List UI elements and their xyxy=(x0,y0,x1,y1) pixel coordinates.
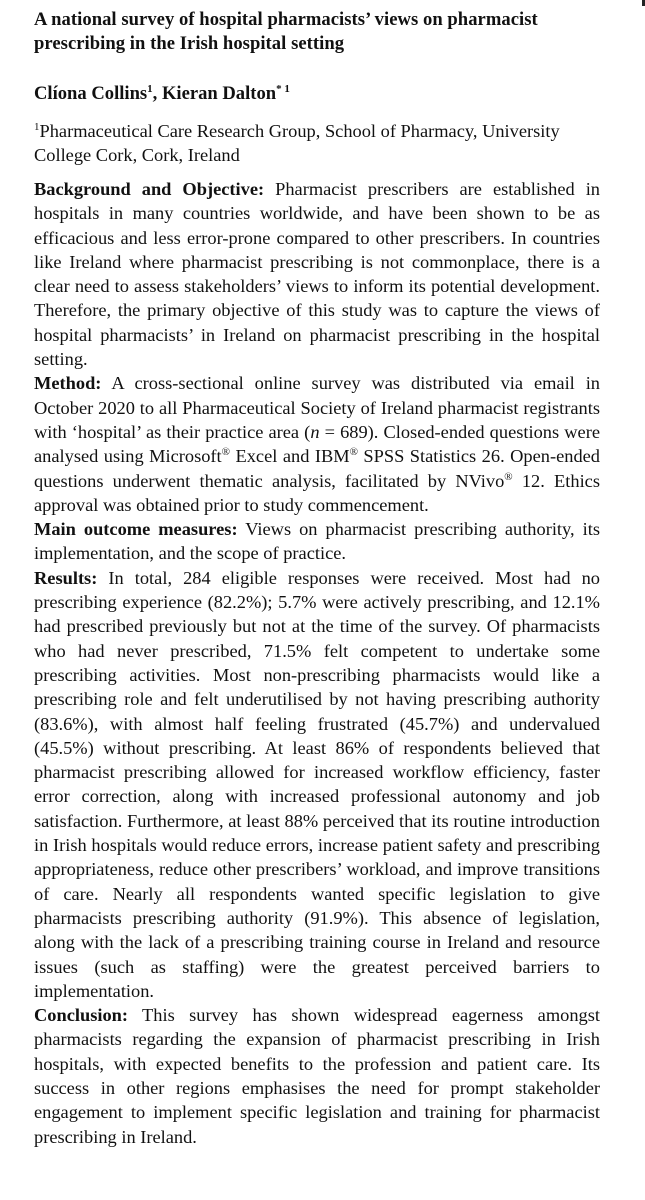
outcomes-text: Views on pharmacist prescribing authority, its implementation, and the scope of practice. xyxy=(34,519,600,564)
author-name: Kieran Dalton xyxy=(161,83,277,104)
author-name: Clíona Collins xyxy=(34,83,148,104)
outcomes-heading: Main outcome measures: xyxy=(34,519,238,540)
conclusion-heading: Conclusion: xyxy=(34,1005,129,1026)
method-text: A cross-sectional online survey was distributed via email in October 2020 to all Pharmaceutical Society of Ireland pharmacist registrants with ‘hospital’ as their practice area ( xyxy=(34,373,600,442)
affiliation-text: Pharmaceutical Care Research Group, School of Pharmacy, University College Cork, Cork, Ireland xyxy=(34,121,560,165)
method-heading: Method: xyxy=(34,373,102,394)
background-section xyxy=(34,177,600,371)
results-text: In total, 284 eligible responses were received. Most had no prescribing experience (82.2%); 5.7% were actively prescribing, and 12.1% had prescribed previously but not at the time of the survey. Of pharmacists who had never prescribed, 71.5% felt competent to undertake some prescribing activities. Most non-prescribing pharmacists would like a prescribing role and felt underutilised by not having prescribing authority (83.6%), with almost half feeling frustrated (45.7%) and undervalued (45.5%) without prescribing. At least 86% of respondents believed that pharmacist prescribing allowed for increased workflow efficiency, faster error correction, along with increased professional autonomy and job satisfaction. Furthermore, at least 88% perceived that its routine introduction in Irish hospitals would reduce errors, increase patient safety and prescribing appropriateness, reduce other prescribers’ workload, and improve transitions of care. Nearly all respondents wanted specific legislation to give pharmacists prescribing authority (91.9%). This absence of legislation, along with the lack of a prescribing training course in Ireland and resource issues (such as staffing) were the greatest perceived barriers to implementation. xyxy=(34,567,600,1001)
results-heading: Results: xyxy=(34,567,98,588)
registered-mark: ® xyxy=(349,446,358,459)
method-text: SPSS Statistics 26. Open-ended questions underwent thematic analysis, facilitated by NVivo xyxy=(34,446,601,491)
background-text: Pharmacist prescribers are established in hospitals in many countries worldwide, and have been shown to be as efficacious and less error-prone compared to other prescribers. In countries like Ireland where pharmacist prescribing is not commonplace, there is a clear need to assess stakeholders’ views to inform its potential development. Therefore, the primary objective of this study was to capture the views of hospital pharmacists’ in Ireland on pharmacist prescribing in the hospital setting. xyxy=(34,179,600,370)
method-section xyxy=(34,371,600,517)
method-text: 12. Ethics approval was obtained prior to study commencement. xyxy=(34,470,600,515)
corresponding-author-marker: * 1 xyxy=(276,83,290,95)
conclusion-section xyxy=(34,1003,600,1149)
method-text: Excel and IBM xyxy=(230,446,350,467)
sample-size-symbol: n xyxy=(310,421,320,442)
method-text: = 689). Closed-ended questions were analysed using Microsoft xyxy=(34,421,600,467)
paper-title: A national survey of hospital pharmacists’ views on pharmacist prescribing in the Irish hospital setting xyxy=(34,9,538,54)
registered-mark: ® xyxy=(221,446,231,459)
author-list xyxy=(34,82,600,106)
author-affiliation-marker: 1 xyxy=(147,83,153,95)
outcomes-section xyxy=(34,517,600,566)
registered-mark: ® xyxy=(504,470,513,483)
author-separator: , xyxy=(152,83,162,104)
affiliation xyxy=(34,119,600,167)
results-section xyxy=(34,566,600,1003)
abstract-page xyxy=(34,8,600,1149)
affiliation-marker: 1 xyxy=(34,121,40,133)
conclusion-text: This survey has shown widespread eagerness amongst pharmacists regarding the expansion of pharmacist prescribing in Irish hospitals, with expected benefits to the profession and patient care. Its success in other regions emphasises the need for prompt stakeholder engagement to implement specific legislation and training for pharmacist prescribing in Ireland. xyxy=(34,1005,600,1147)
background-heading: Background and Objective: xyxy=(34,179,265,199)
